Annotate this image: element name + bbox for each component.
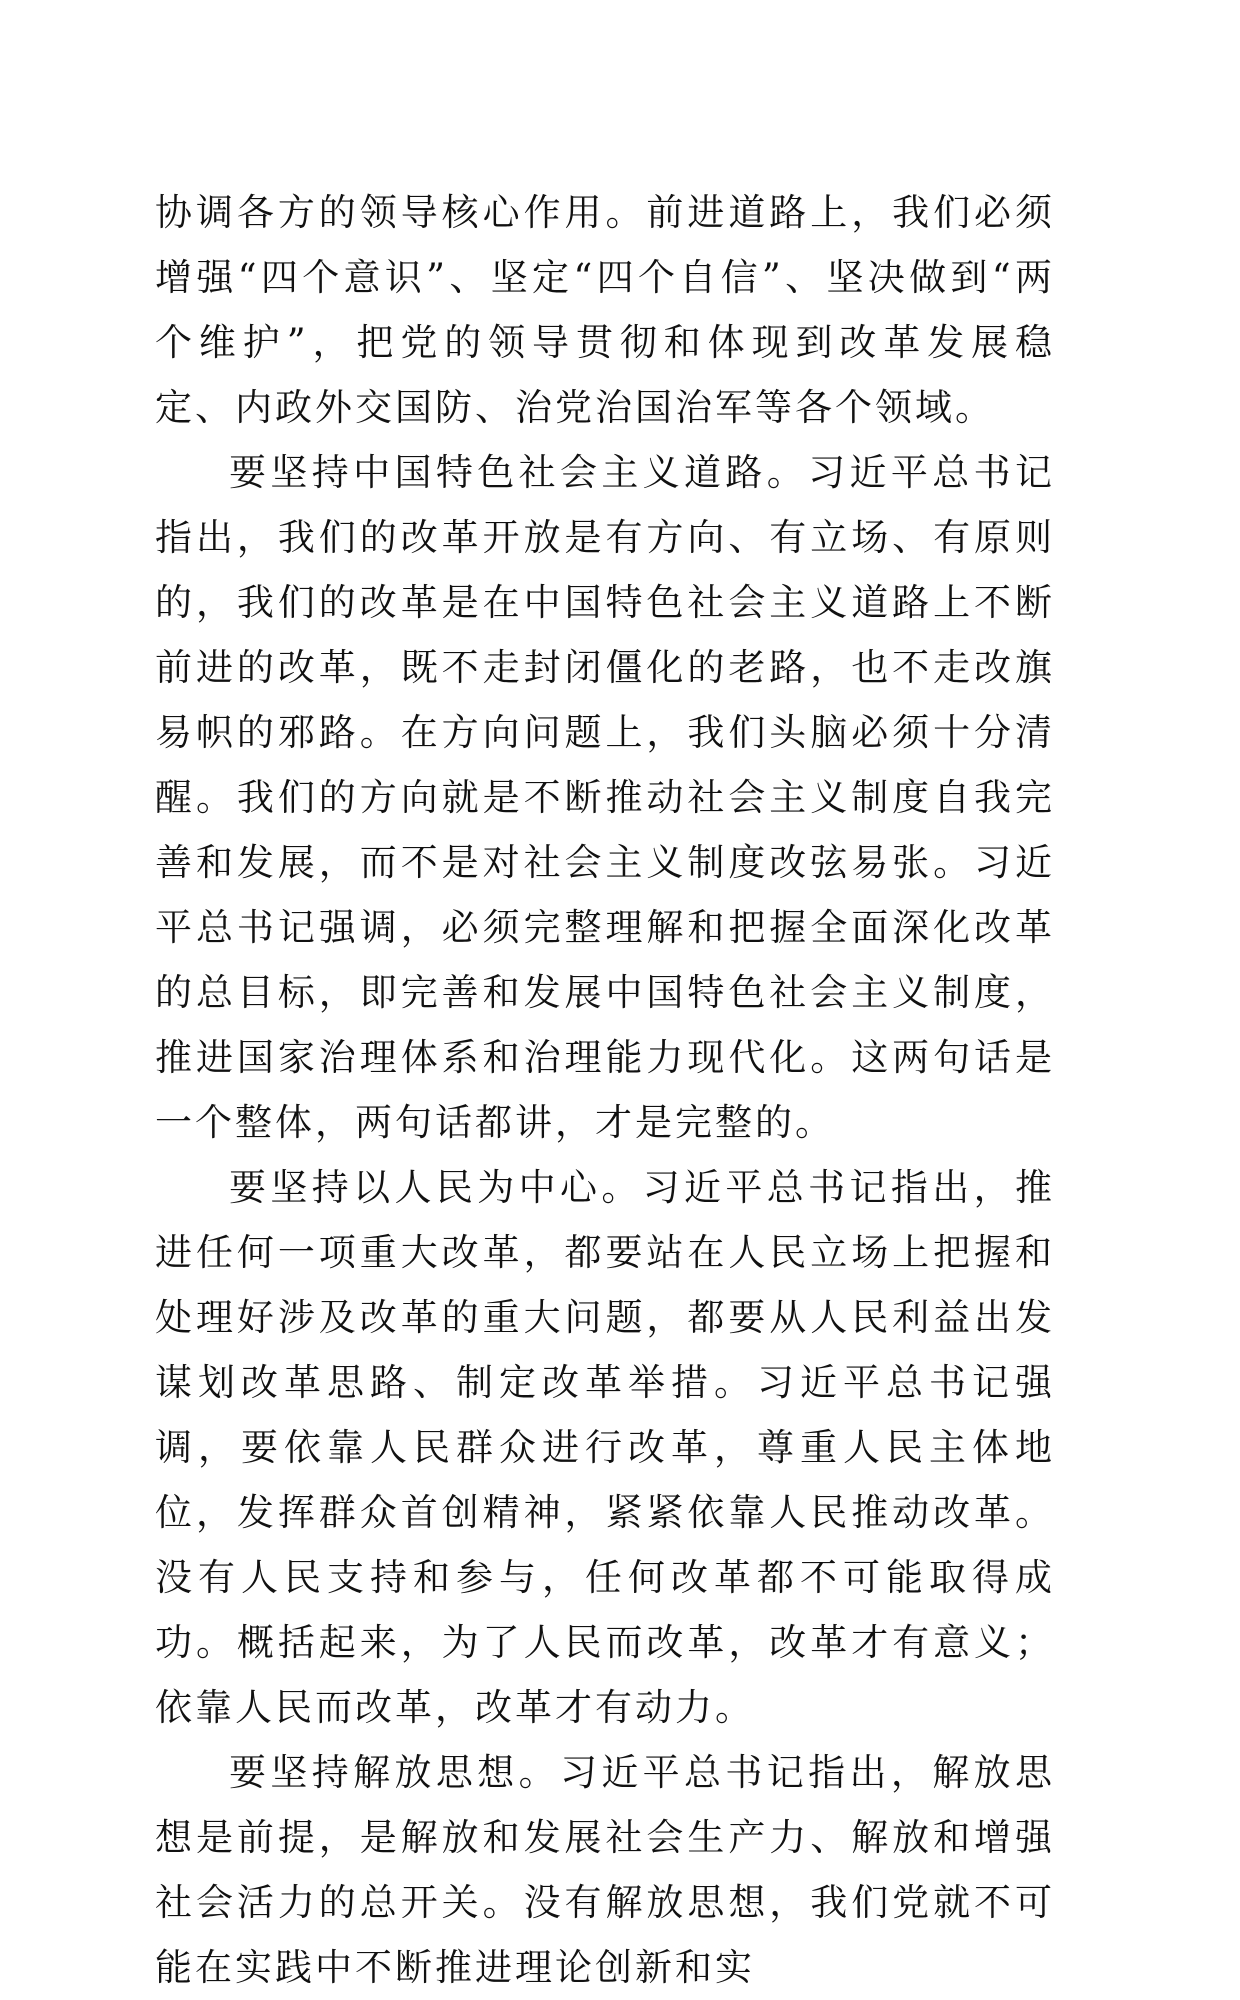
paragraph-emancipate-mind: 要坚持解放思想。习近平总书记指出，解放思想是前提，是解放和发展社会生产力、解放和增强社会活力的总开关。没有解放思想，我们党就不可能在实践中不断推进理论创新和实 (155, 1751, 1055, 1989)
paragraph-continuation: 协调各方的领导核心作用。前进道路上，我们必须增强“四个意识”、坚定“四个自信”、坚决做到“两个维护”，把党的领导贯彻和体现到改革发展稳定、内政外交国防、治党治国治军等各个领域。 (155, 191, 1055, 429)
body-text (155, 180, 1055, 2000)
paragraph-people-centered: 要坚持以人民为中心。习近平总书记指出，推进任何一项重大改革，都要站在人民立场上把握和处理好涉及改革的重大问题，都要从人民利益出发谋划改革思路、制定改革举措。习近平总书记强调，要依靠人民群众进行改革，尊重人民主体地位，发挥群众首创精神，紧紧依靠人民推动改革。没有人民支持和参与，任何改革都不可能取得成功。概括起来，为了人民而改革，改革才有意义；依靠人民而改革，改革才有动力。 (155, 1166, 1055, 1729)
paragraph-socialist-road: 要坚持中国特色社会主义道路。习近平总书记指出，我们的改革开放是有方向、有立场、有原则的，我们的改革是在中国特色社会主义道路上不断前进的改革，既不走封闭僵化的老路，也不走改旗易帜的邪路。在方向问题上，我们头脑必须十分清醒。我们的方向就是不断推动社会主义制度自我完善和发展，而不是对社会主义制度改弦易张。习近平总书记强调，必须完整理解和把握全面深化改革的总目标，即完善和发展中国特色社会主义制度，推进国家治理体系和治理能力现代化。这两句话是一个整体，两句话都讲，才是完整的。 (155, 451, 1055, 1144)
